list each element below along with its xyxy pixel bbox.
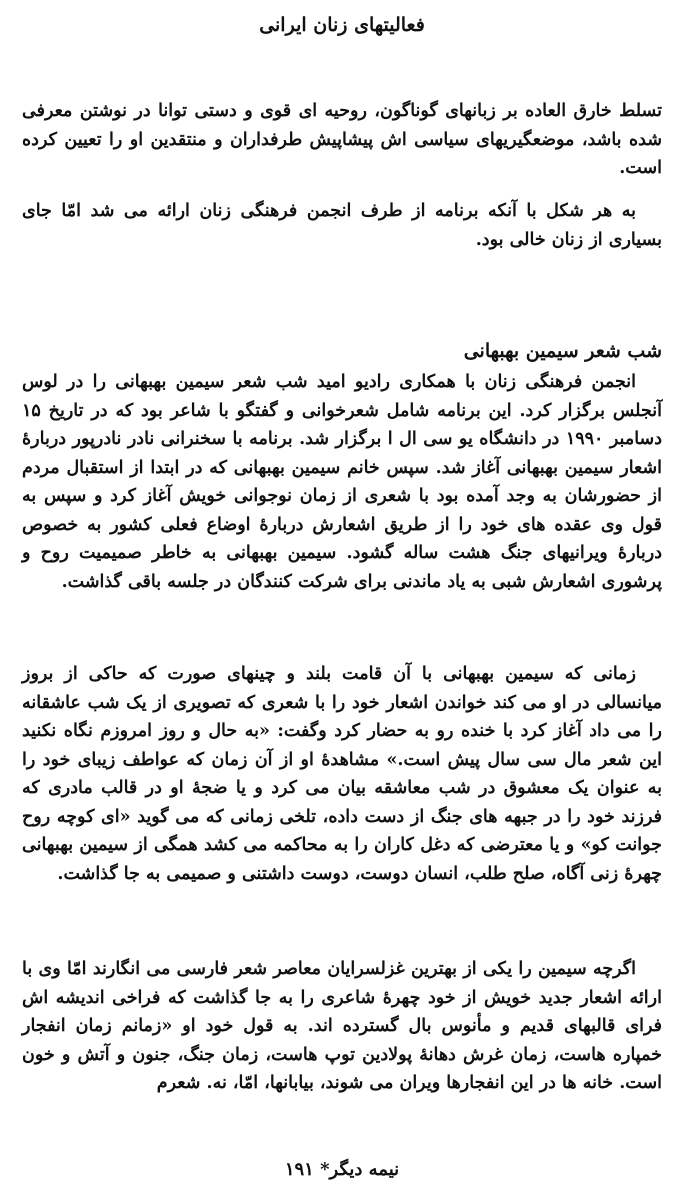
section-title: شب شعر سیمین بهبهانی xyxy=(463,340,662,362)
intro-paragraph-1: تسلط خارق العاده بر زبانهای گوناگون، روحیه ای قوی و دستی توانا در نوشتن معرفی شده باشد، موضعگیریهای سیاسی اش پیشاپیش طرفداران و منتقدین او را تعیین کرده است. xyxy=(22,101,662,178)
section-paragraph-2: زمانی که سیمین بهبهانی با آن قامت بلند و چینهای صورت که حاکی از بروز میانسالی در او می کند خواندن اشعار خود را با شعری که تصویری از یک شب عاشقانه را می داد آغاز کرد با خنده رو به حضار کرد وگفت: «به حال و روز امروزم نگاه نکنید این شعر مال سی سال پیش است.» مشاهدهٔ او از آن زمان که عواطف زیبای خود را به عنوان یک معشوق در شب معاشقه بیان می کرد و یا ضجهٔ او در قالب مادری که فرزند خود را در جبهه های جنگ از دست داده، تلخی زمانی که می گوید «ای کوچه روح جوانت کو» و یا معترضی که دغل کاران را به محاکمه می کشد همگی از سیمین بهبهانی چهرهٔ زنی آگاه، صلح طلب، انسان دوست، دوست داشتنی و صمیمی به جا گذاشت. xyxy=(22,664,662,884)
running-header: فعالیتهای زنان ایرانی xyxy=(259,14,425,36)
intro-paragraph-2: به هر شکل با آنکه برنامه از طرف انجمن فرهنگی زنان ارائه می شد امّا جای بسیاری از زنان خالی بود. xyxy=(22,201,662,250)
section-paragraph-1: انجمن فرهنگی زنان با همکاری رادیو امید شب شعر سیمین بهبهانی را در لوس آنجلس برگزار کرد. این برنامه شامل شعرخوانی و گفتگو با شاعر بود که در تاریخ ۱۵ دسامبر ۱۹۹۰ در دانشگاه یو سی ال ا برگزار شد. برنامه با سخنرانی نادر نادرپور دربارهٔ اشعار سیمین بهبهانی آغاز شد. سپس خانم سیمین بهبهانی که در ابتدا از استقبال مردم از حضورشان به وجد آمده بود با شعری از زمان نوجوانی خویش آغاز کرد و سپس به قول وی عقده های خود را از طریق اشعارش دربارهٔ اوضاع فعلی کشور به خصوص دربارهٔ ویرانیهای جنگ هشت ساله گشود. سیمین بهبهانی به خاطر صمیمیت روح و پرشوری اشعارش شبی به یاد ماندنی برای شرکت کنندگان در جلسه باقی گذاشت. xyxy=(22,372,662,592)
page-footer: نیمه دیگر* ۱۹۱ xyxy=(284,1159,400,1180)
section-paragraph-3: اگرچه سیمین را یکی از بهترین غزلسرایان معاصر شعر فارسی می انگارند امّا وی با ارائه اشعار جدید خویش از خود چهرهٔ شاعری را به جا گذاشت که فراخی اندیشه اش فرای قالبهای قدیم و مأنوس بال گسترده اند. به قول خود او «زمانم زمان انفجار خمپاره هاست، زمان غرش دهانهٔ پولادین توپ هاست، زمان جنگ، جنون و آتش و خون است. خانه ها در این انفجارها ویران می شوند، بیابانها، امّا، نه. شعرم xyxy=(22,959,662,1093)
